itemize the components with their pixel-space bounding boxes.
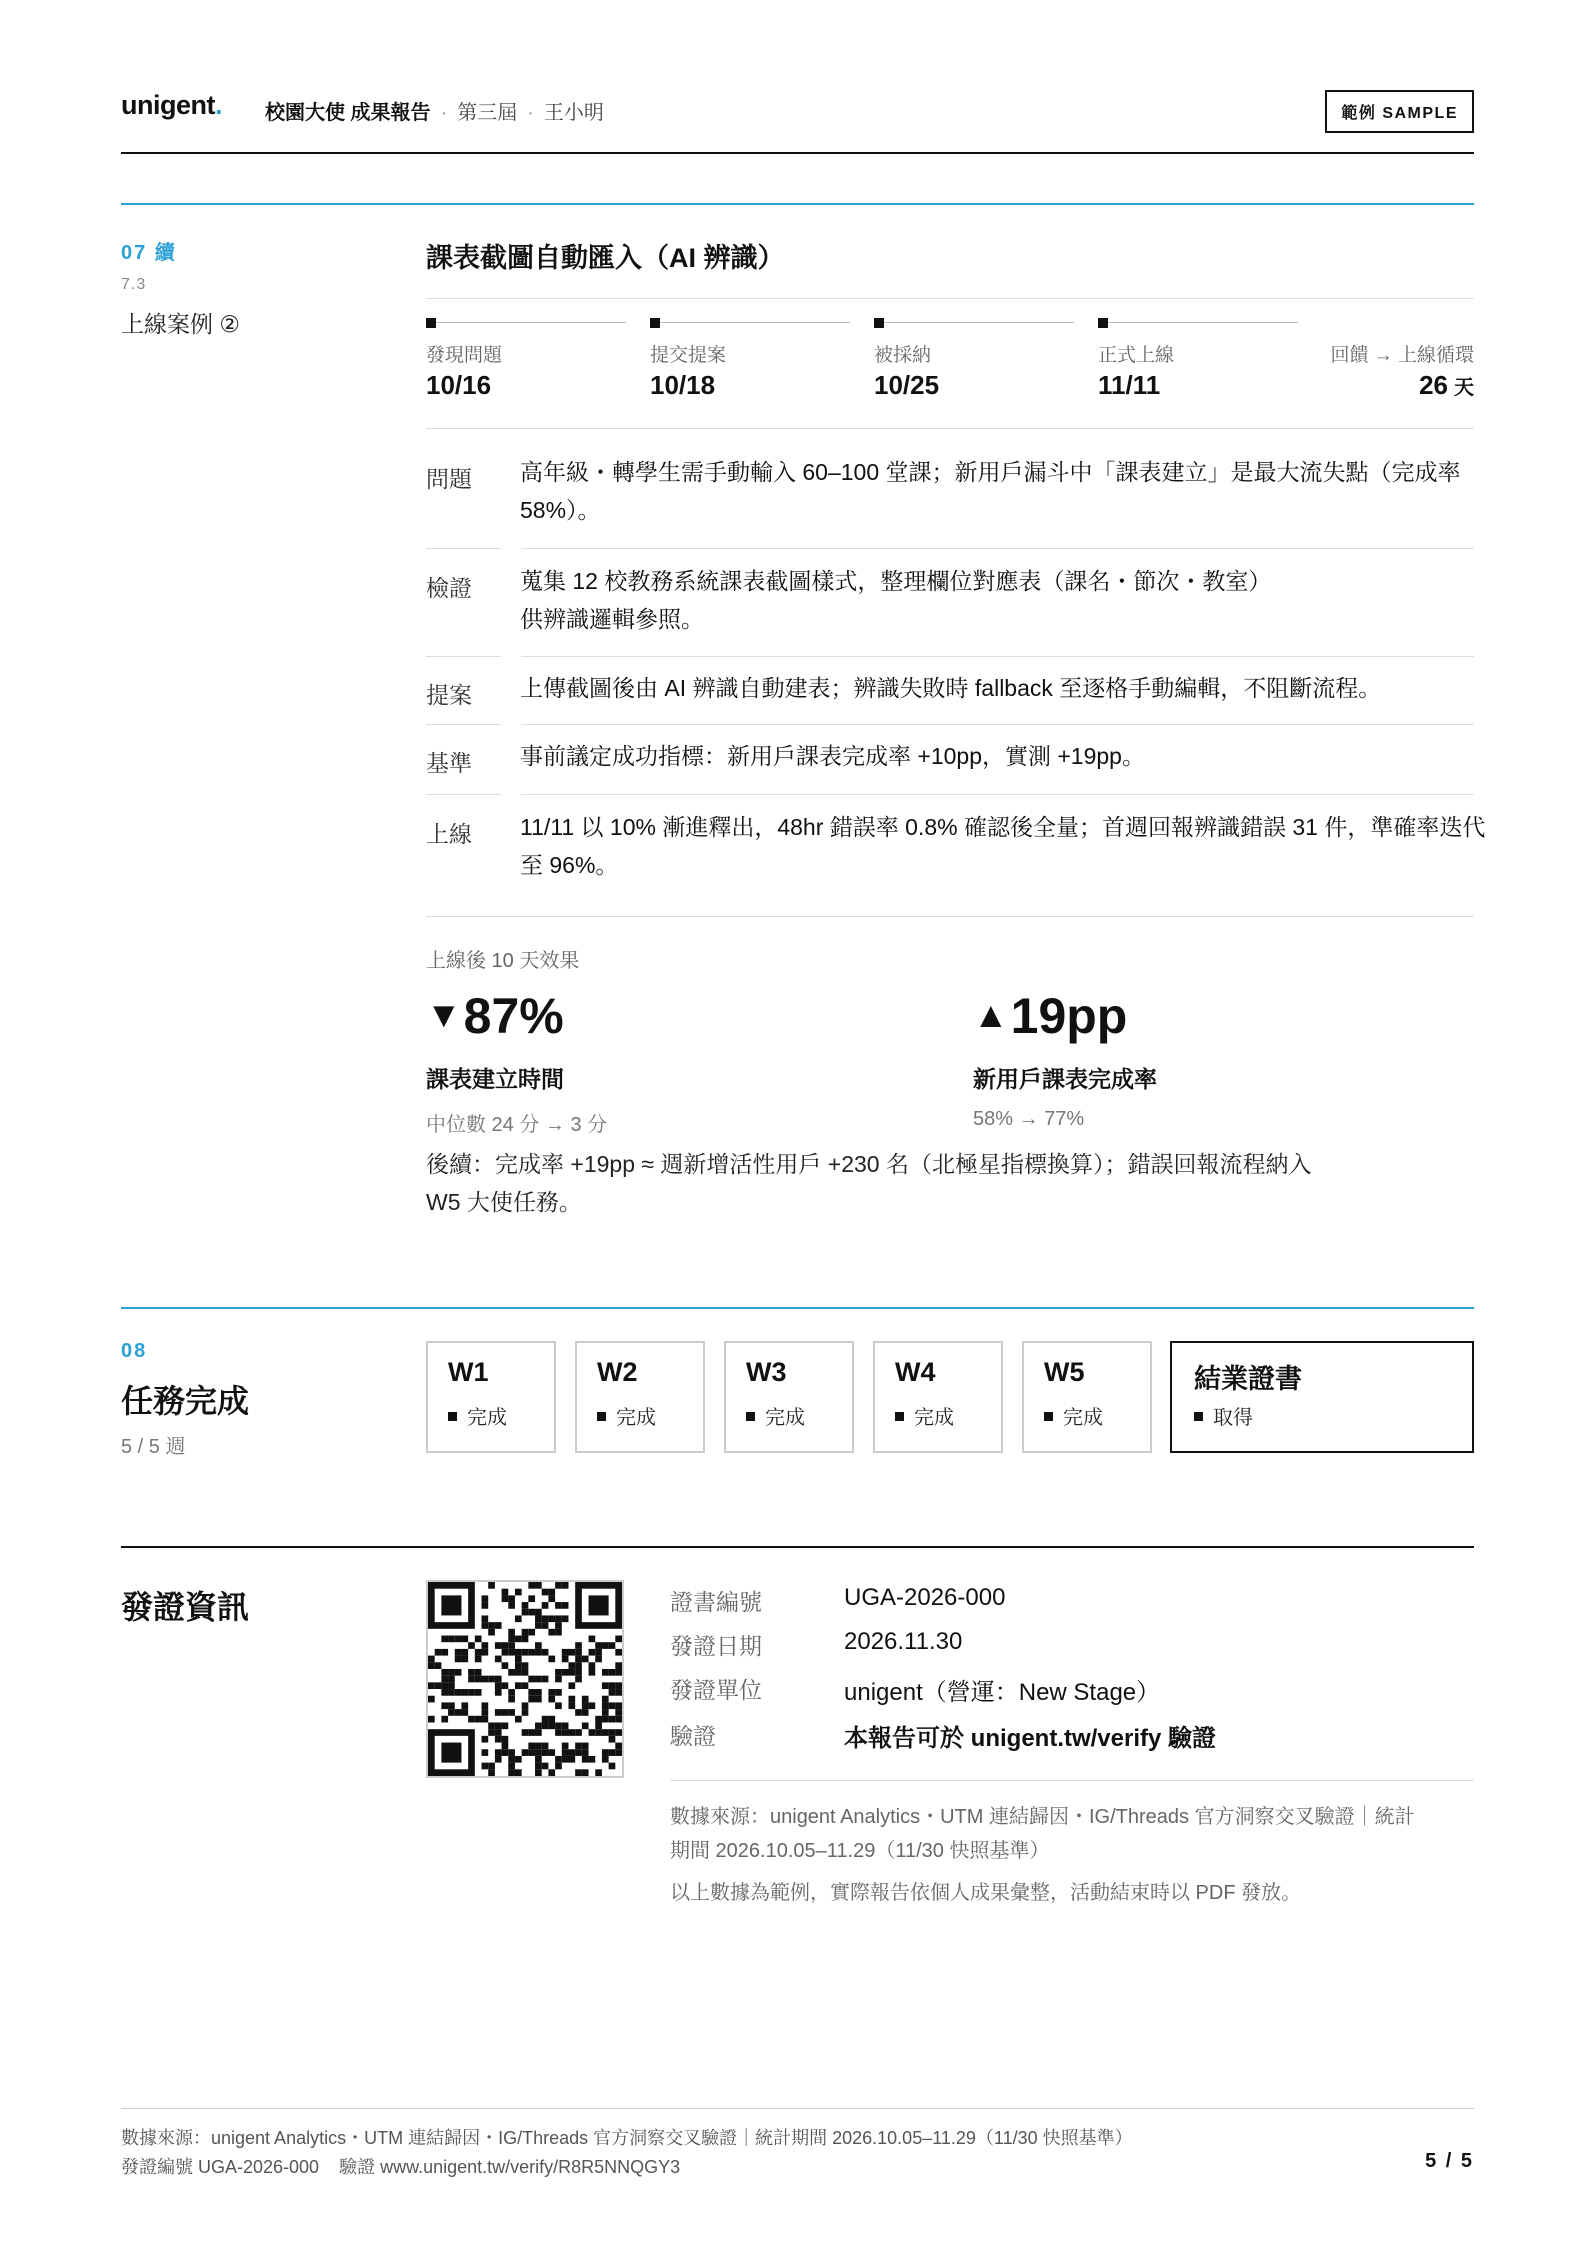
row-divider: [426, 794, 501, 795]
footer-ids: [121, 2153, 680, 2179]
page-number: 5 / 5: [1425, 2150, 1474, 2172]
section-name: 上線案例 ②: [121, 311, 241, 337]
timeline-label: 發現問題: [426, 345, 503, 366]
footer-divider: [121, 2108, 1474, 2109]
week-status: 完成: [1044, 1401, 1103, 1430]
week-name: W5: [1044, 1357, 1085, 1387]
effect-label: 上線後 10 天效果: [426, 950, 580, 972]
row-key: 上線: [426, 821, 472, 847]
unigent-logo: unigent.: [121, 90, 222, 120]
bullet-icon: [1044, 1412, 1053, 1421]
metric-time: [426, 990, 607, 1137]
week-name: W3: [746, 1357, 787, 1387]
report-title: 校園大使 成果報告 · 第三屆 · 王小明: [265, 102, 604, 124]
page-header: [121, 88, 1474, 154]
week-card: [426, 1341, 556, 1453]
bullet-icon: [1194, 1412, 1203, 1421]
bullet-icon: [597, 1412, 606, 1421]
row-divider: [426, 656, 501, 657]
section-divider: [121, 1307, 1474, 1309]
footer-cert-number: 發證編號 UGA-2026-000: [121, 2157, 320, 2177]
bullet-icon: [448, 1412, 457, 1421]
certificate-status: 取得: [1194, 1401, 1253, 1430]
section-number: 07 續: [121, 242, 177, 264]
week-name: W4: [895, 1357, 936, 1387]
certificate-card: [1170, 1341, 1474, 1453]
row-key: 問題: [426, 466, 472, 492]
row-divider: [426, 916, 1474, 917]
bullet-icon: [746, 1412, 755, 1421]
footer-verify-link[interactable]: 驗證 www.unigent.tw/verify/R8R5NNQGY3: [339, 2157, 681, 2177]
sample-badge: 範例 SAMPLE: [1325, 90, 1474, 133]
row-divider: [426, 724, 501, 725]
bullet-icon: [895, 1412, 904, 1421]
timeline-label: 提交提案: [650, 345, 727, 366]
report-name: 校園大使 成果報告: [265, 102, 431, 124]
certificate-name: 結業證書: [1194, 1364, 1302, 1394]
week-name: W2: [597, 1357, 638, 1387]
qr-code-icon: [428, 1582, 622, 1776]
row-value: 事前議定成功指標：新用戶課表完成率 +10pp，實測 +19pp。: [520, 743, 1145, 769]
timeline-marker: [650, 318, 850, 328]
section-subnumber: 7.3: [121, 276, 147, 293]
metric-name: 課表建立時間: [426, 1066, 564, 1092]
timeline-top-rule: [426, 298, 1474, 299]
data-source: 數據來源：unigent Analytics・UTM 連結歸因・IG/Threads 官方洞察交叉驗證｜統計 期間 2026.10.05–11.29（11/30 快照基準）: [670, 1806, 1415, 1862]
timeline-label: 被採納: [874, 345, 932, 366]
row-divider: [521, 548, 1474, 549]
metric-value: ▼87%: [426, 988, 564, 1044]
issuer: unigent（營運：New Stage）: [844, 1679, 1161, 1706]
verify-link[interactable]: 本報告可於 unigent.tw/verify 驗證: [844, 1725, 1217, 1752]
section-number: 08: [121, 1340, 148, 1362]
info-divider: [670, 1780, 1474, 1781]
verify-qr-code[interactable]: [426, 1580, 624, 1778]
row-divider: [521, 724, 1474, 725]
edition: 第三屆: [457, 102, 518, 124]
timeline-date: 10/18: [650, 370, 716, 400]
followup-text: 後續：完成率 +19pp ≈ 週新增活性用戶 +230 名（北極星指標換算）；錯誤回報流程納入 W5 大使任務。: [426, 1151, 1312, 1215]
timeline-marker: [426, 318, 626, 328]
info-key: 驗證: [670, 1723, 716, 1749]
ambassador-name: 王小明: [543, 102, 604, 124]
timeline-marker: [874, 318, 1074, 328]
week-status: 完成: [597, 1401, 656, 1430]
section-divider: [121, 203, 1474, 205]
metric-detail: 58% → 77%: [973, 1108, 1085, 1130]
down-arrow-icon: ▼: [426, 994, 462, 1035]
section-progress: 5 / 5 週: [121, 1436, 186, 1458]
row-value: 上傳截圖後由 AI 辨識自動建表；辨識失敗時 fallback 至逐格手動編輯，不阻斷流程。: [520, 675, 1382, 701]
cycle-value: 26 天: [1419, 370, 1474, 400]
info-key: 發證日期: [670, 1633, 762, 1659]
row-divider: [521, 794, 1474, 795]
sample-note: 以上數據為範例，實際報告依個人成果彙整，活動結束時以 PDF 發放。: [670, 1882, 1302, 1904]
timeline-date: 10/25: [874, 370, 940, 400]
info-key: 發證單位: [670, 1677, 762, 1703]
week-status: 完成: [448, 1401, 507, 1430]
week-name: W1: [448, 1357, 489, 1387]
week-card: [1022, 1341, 1152, 1453]
row-value: 蒐集 12 校教務系統課表截圖樣式，整理欄位對應表（課名・節次・教室） 供辨識邏輯參照。: [520, 568, 1272, 632]
up-arrow-icon: ▲: [973, 994, 1009, 1035]
row-key: 基準: [426, 750, 472, 776]
row-divider: [521, 656, 1474, 657]
cert-number: UGA-2026-000: [844, 1584, 1006, 1611]
metric-name: 新用戶課表完成率: [973, 1066, 1157, 1092]
timeline-bottom-rule: [426, 428, 1474, 429]
timeline-label: 正式上線: [1098, 345, 1175, 366]
week-status: 完成: [746, 1401, 805, 1430]
timeline-marker: [1098, 318, 1298, 328]
cycle-label: 回饋 → 上線循環: [1330, 345, 1474, 366]
info-key: 證書編號: [670, 1589, 762, 1615]
issue-date: 2026.11.30: [844, 1628, 963, 1655]
week-status: 完成: [895, 1401, 954, 1430]
metric-detail: 中位數 24 分 → 3 分: [426, 1114, 608, 1136]
row-key: 檢證: [426, 575, 472, 601]
section-title: 任務完成: [121, 1383, 250, 1419]
footer-source: 數據來源：unigent Analytics・UTM 連結歸因・IG/Threads 官方洞察交叉驗證｜統計期間 2026.10.05–11.29（11/30 快照基準）: [121, 2128, 1133, 2148]
timeline-date: 10/16: [426, 370, 492, 400]
timeline: [426, 318, 1474, 408]
timeline-date: 11/11: [1098, 370, 1161, 400]
week-card: [575, 1341, 705, 1453]
row-value: 高年級・轉學生需手動輸入 60–100 堂課；新用戶漏斗中「課表建立」是最大流失點（完成率 58%）。: [520, 459, 1461, 523]
row-value: 11/11 以 10% 漸進釋出，48hr 錯誤率 0.8% 確認後全量；首週回報辨識錯誤 31 件，準確率迭代至 96%。: [520, 814, 1486, 878]
metric-value: ▲19pp: [973, 988, 1128, 1044]
week-card: [873, 1341, 1003, 1453]
issue-divider: [121, 1546, 1474, 1548]
row-divider: [426, 548, 501, 549]
issue-title: 發證資訊: [121, 1589, 250, 1625]
week-card: [724, 1341, 854, 1453]
case-title: 課表截圖自動匯入（AI 辨識）: [426, 243, 785, 273]
metric-completion: [973, 990, 1157, 1131]
row-key: 提案: [426, 682, 472, 708]
